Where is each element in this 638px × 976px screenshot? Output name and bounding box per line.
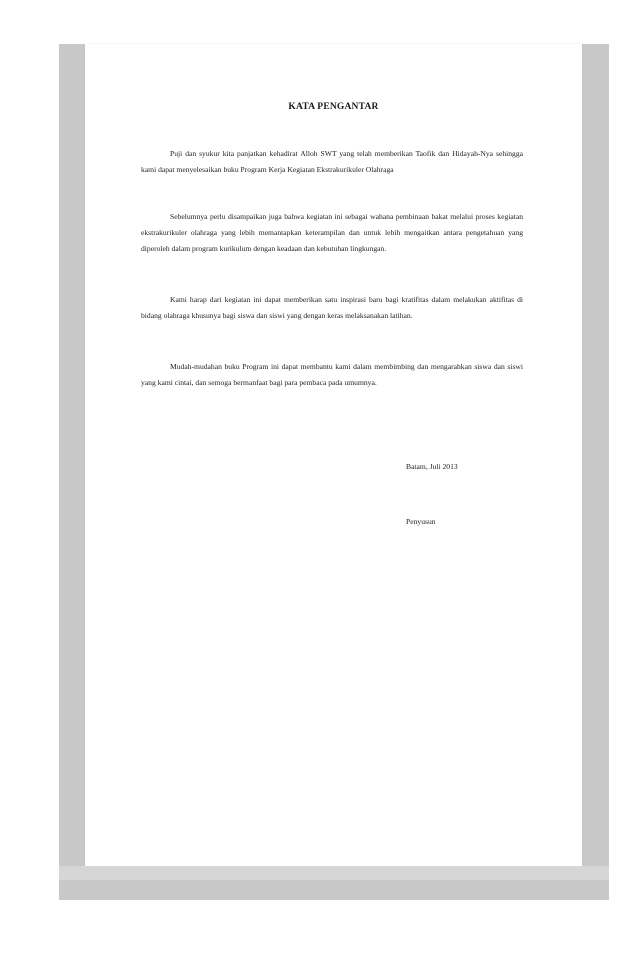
viewer-bottom-bar — [59, 880, 609, 900]
signer-label: Penyusun — [406, 517, 436, 526]
page-title: KATA PENGANTAR — [288, 102, 379, 112]
document-viewer — [59, 44, 609, 900]
paragraph-2: Sebelumnya perlu disampaikan juga bahwa kegiatan ini sebagai wahana pembinaan bakat melalui proses kegiatan ekstrakurikuler olahraga yang lebih memantapkan keterampilan dan untuk lebih mengaitkan antara pengetahuan yang diperoleh dalam program kurikulum dengan keadaan dan kebutuhan lingkungan. — [141, 212, 523, 253]
document-page — [85, 44, 582, 866]
place-date: Batam, Juli 2013 — [406, 462, 458, 471]
paragraph-1: Puji dan syukur kita panjatkan kehadirat Alloh SWT yang telah memberikan Taofik dan Hidayah-Nya sehingga kami dapat menyelesaikan buku Program Kerja Kegiatan Ekstrakurikuler Olahraga — [141, 149, 523, 174]
paragraph-3: Kami harap dari kegiatan ini dapat memberikan satu inspirasi baru bagi kratifitas dalam melakukan aktifitas di bidang olahraga khusunya bagi siswa dan siswi yang dengan keras melaksanakan latihan. — [141, 295, 523, 320]
paragraph-4: Mudah-mudahan buku Program ini dapat membantu kami dalam membimbing dan mengarahkan siswa dan siswi yang kami cintai, dan semoga bermanfaat bagi para pembaca pada umumnya. — [141, 362, 523, 387]
page-footer-strip — [59, 866, 609, 880]
